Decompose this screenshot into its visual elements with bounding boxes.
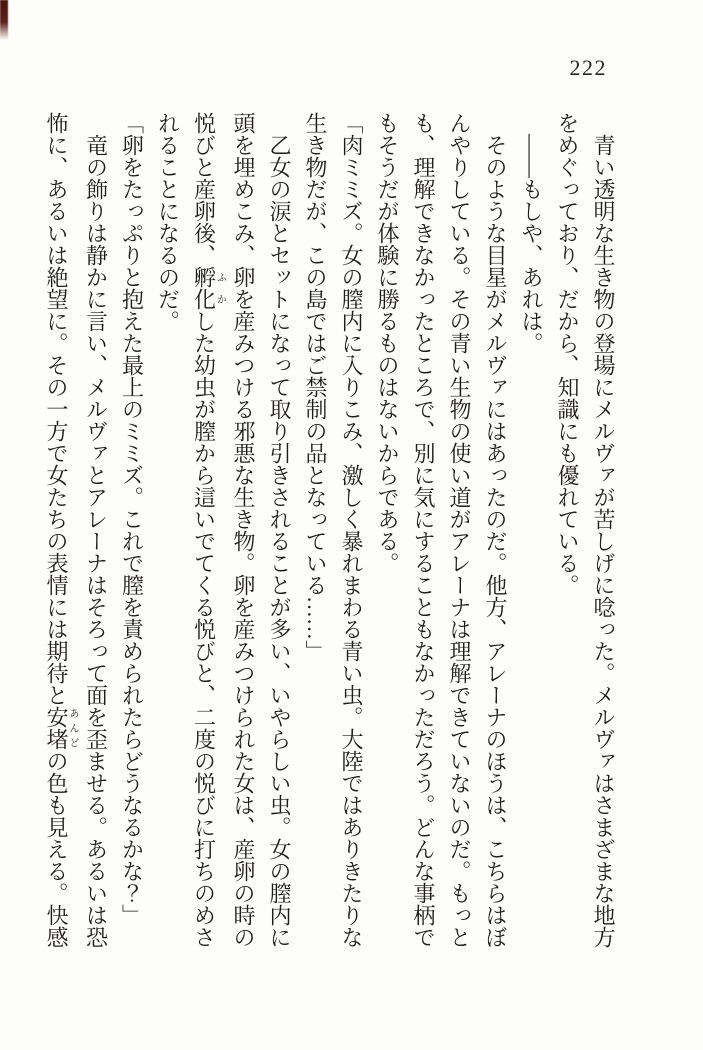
text-line: ――もしや、あれは。 (519, 134, 544, 354)
text-line: そのような目星がメルヴァにはあったのだ。他方、アレーナのほうは、こちらはぼ (483, 134, 508, 948)
text-line: もそうだが体験に勝るものはないからである。 (375, 112, 400, 574)
furigana-ruby: 安堵あんど (44, 706, 78, 750)
text-line: んやりしている。その青い生物の使い道がアレーナは理解できていないのだ。もっと (447, 112, 472, 948)
text-line: 「卵をたっぷりと抱えた最上のミミズ。これで膣を責められたらどうなるかな？」 (119, 112, 145, 926)
text-line: 悦びと産卵後、孵化ふかした幼虫が膣から這いでてくる悦びと、二度の悦びに打ちのめさ (191, 112, 226, 948)
text-line: 怖に、あるいは絶望に。その一方で女たちの表情には期待と安堵あんどの色も見える。快感 (44, 112, 78, 948)
text-line: 竜の飾りは静かに言い、メルヴァとアレーナはそろって面を歪ませる。あるいは恐 (83, 134, 109, 948)
text-line: 頭を埋めこみ、卵を産みつける邪悪な生き物。卵を産みつけられた女は、産卵の時の (231, 112, 256, 948)
body-text (38, 112, 621, 956)
text-line: 乙女の涙とセットになって取り引きされることが多い、いやらしい虫。女の膣内に (267, 134, 292, 948)
furigana-ruby: 孵化ふか (191, 266, 226, 310)
text-line: をめぐっており、だから、知識にも優れている。 (555, 112, 580, 596)
text-line: 「肉ミミズ。女の膣内に入りこみ、激しく暴れまわる青い虫。大陸ではありきたりな (339, 112, 364, 948)
scan-corner-mark (0, 0, 8, 40)
text-line: 生き物だが、この島ではご禁制の品となっている……」 (303, 112, 328, 662)
text-line: れることになるのだ。 (155, 112, 181, 332)
text-line: 青い透明な生き物の登場にメルヴァが苦しげに唸った。メルヴァはさまざまな地方 (591, 134, 616, 948)
text-line: も、理解できなかったところで、別に気にすることもなかっただろう。どんな事柄で (411, 112, 436, 948)
page-number: 222 (569, 55, 607, 80)
